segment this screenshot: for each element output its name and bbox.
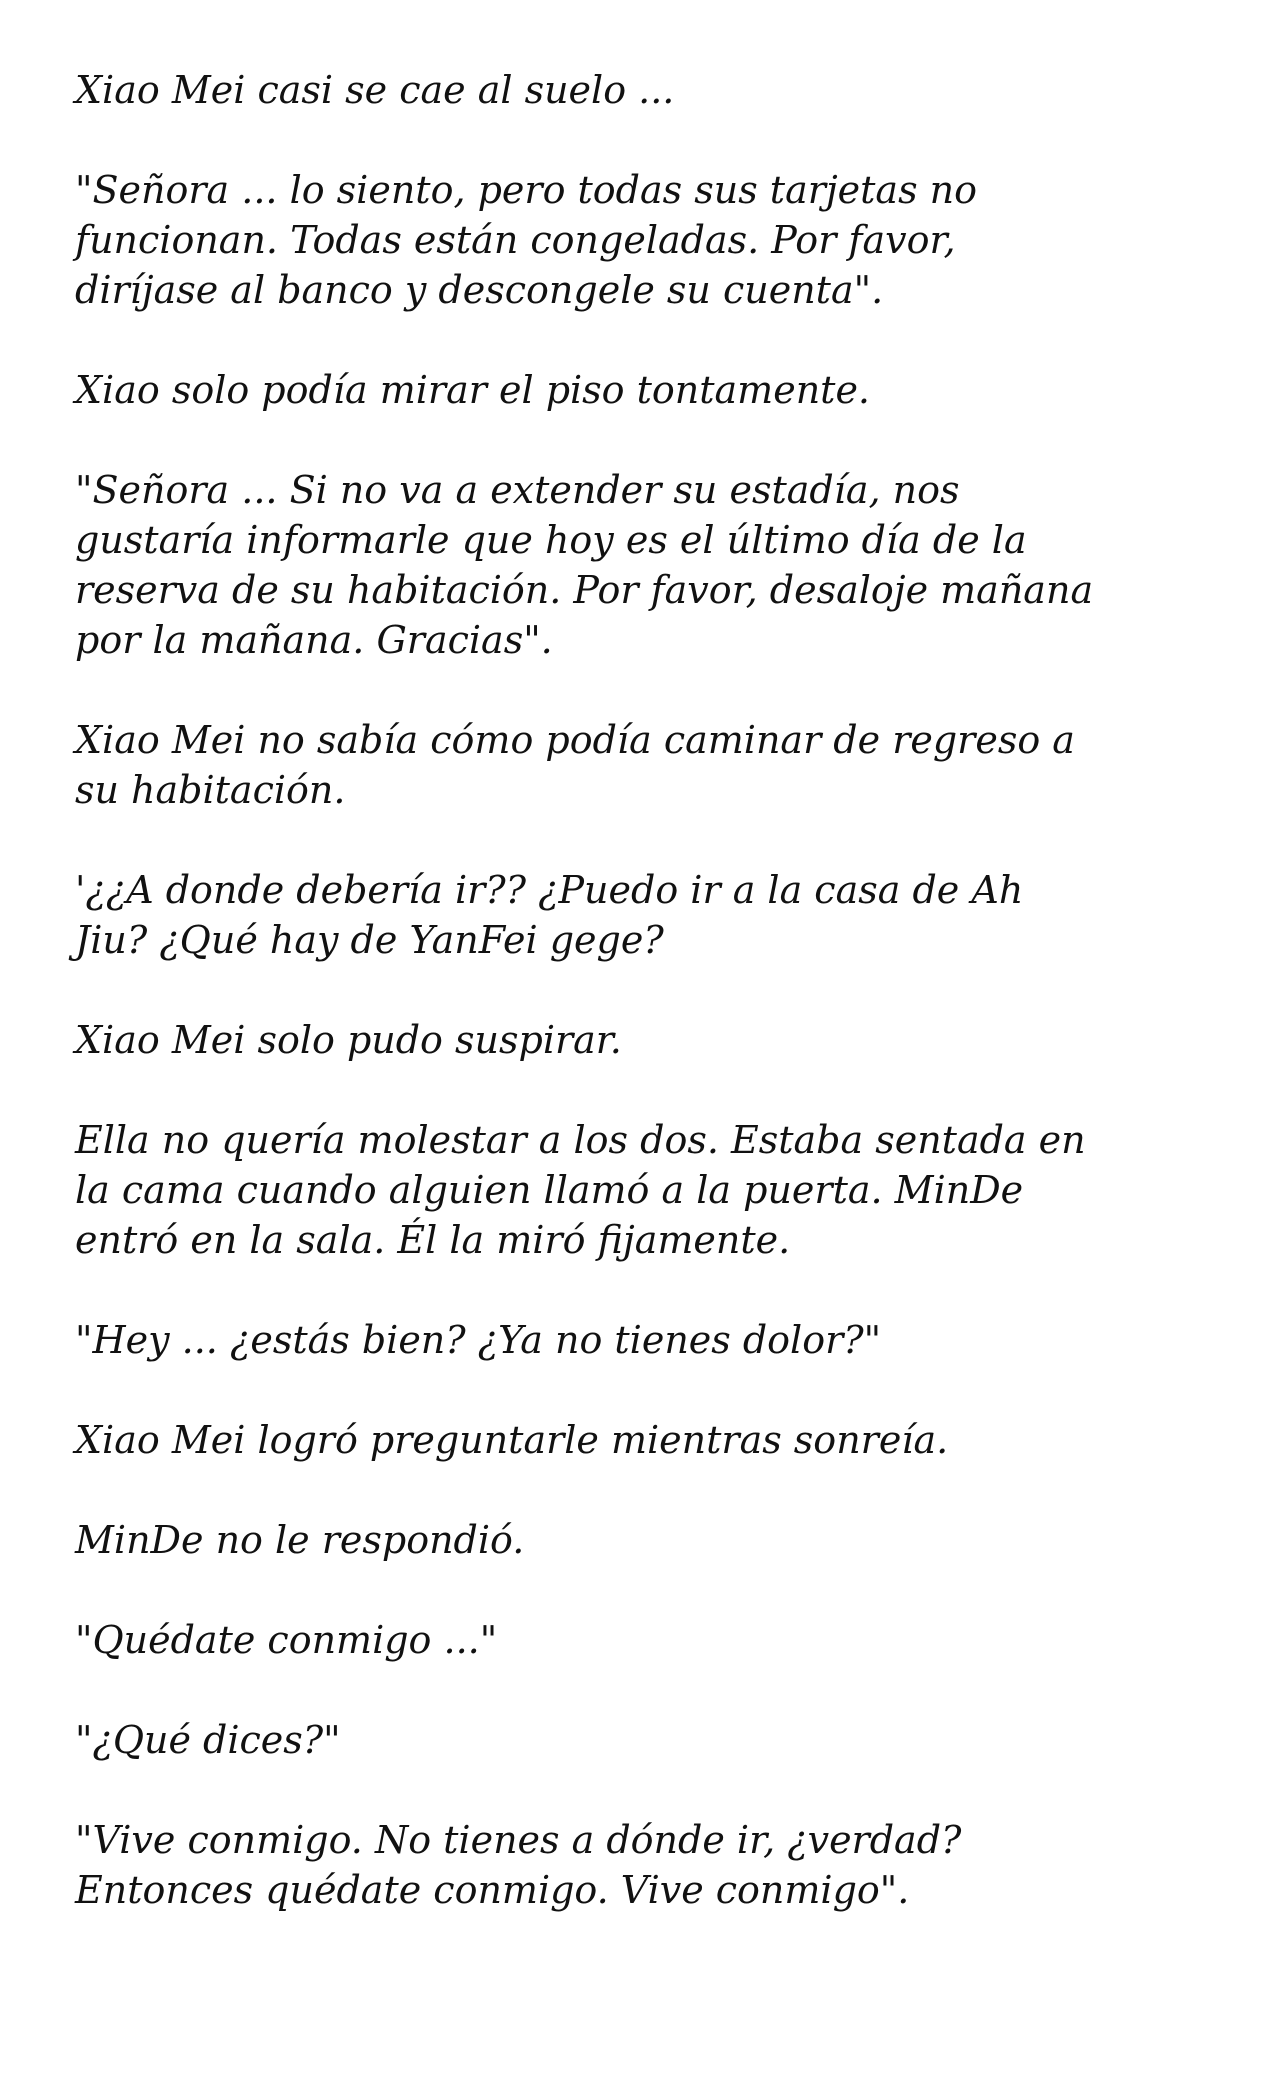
paragraph: Xiao Mei casi se cae al suelo ...: [75, 68, 675, 112]
paragraph: Xiao Mei logró preguntarle mientras sonreía.: [75, 1418, 949, 1462]
paragraph: Xiao Mei solo pudo suspirar.: [75, 1018, 622, 1062]
paragraph: "Señora ... Si no va a extender su estadía, nos gustaría informarle que hoy es el último día de la reserva de su habitación. Por favor, desaloje mañana por la mañana. Gracias".: [75, 468, 1094, 662]
paragraph: "Señora ... lo siento, pero todas sus tarjetas no funcionan. Todas están congeladas. Por favor, diríjase al banco y descongele su cuenta".: [75, 168, 978, 312]
paragraph: "Quédate conmigo ...": [75, 1618, 498, 1662]
paragraph: Xiao solo podía mirar el piso tontamente.: [75, 368, 871, 412]
paragraph: Ella no quería molestar a los dos. Estaba sentada en la cama cuando alguien llamó a la puerta. MinDe entró en la sala. Él la miró fijamente.: [75, 1118, 1086, 1262]
paragraph: MinDe no le respondió.: [75, 1518, 525, 1562]
paragraph: "Hey ... ¿estás bien? ¿Ya no tienes dolor?": [75, 1318, 882, 1362]
paragraph: Xiao Mei no sabía cómo podía caminar de regreso a su habitación.: [75, 718, 1075, 812]
document-page: [75, 65, 1225, 1965]
paragraph: "Vive conmigo. No tienes a dónde ir, ¿verdad? Entonces quédate conmigo. Vive conmigo".: [75, 1818, 962, 1912]
paragraph: '¿¿A donde debería ir?? ¿Puedo ir a la casa de Ah Jiu? ¿Qué hay de YanFei gege?: [75, 868, 1024, 962]
paragraph: "¿Qué dices?": [75, 1718, 341, 1762]
